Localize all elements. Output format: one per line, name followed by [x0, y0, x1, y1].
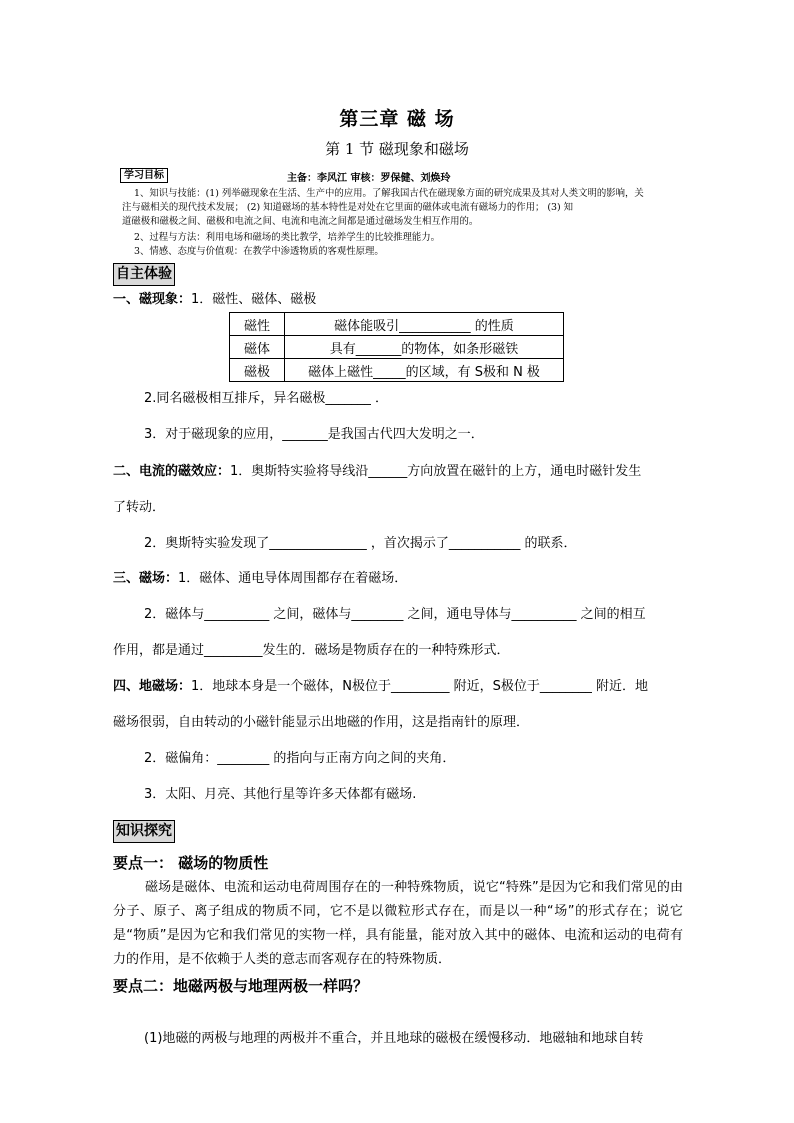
table-cell: 磁极: [230, 359, 285, 382]
s3-item-2a: 2．磁体与__________ 之间，磁体与________ 之间，通电导体与__________ 之间的相互: [144, 607, 646, 622]
section-2-title: 二、电流的磁效应：: [113, 464, 231, 479]
goal-line-1: 1、知识与技能：(1) 列举磁现象在生活、生产中的应用。了解我国古代在磁现象方面的研究成果及其对人类文明的影响，关: [134, 188, 644, 199]
goal-line-2: 注与磁相关的现代技术发展； (2) 知道磁场的基本特性是对处在它里面的磁体或电流有磁场力的作用； (3) 知: [122, 202, 573, 213]
key-point-2-title: 要点二：地磁两极与地理两极一样吗？: [113, 977, 369, 995]
s1-item-2: 2.同名磁极相互排斥，异名磁极_______ ．: [144, 391, 389, 406]
table-cell: 磁体上磁性_____的区域，有 S极和 N 极: [285, 359, 564, 382]
goal-line-5: 3、情感、态度与价值观：在教学中渗透物质的客观性原理。: [134, 246, 384, 257]
section-3-line: [113, 570, 407, 588]
section-1-line: [113, 291, 316, 309]
key-point-2-text: (1)地磁的两极与地理的两极并不重合，并且地球的磁极在缓慢移动．地磁轴和地球自转: [144, 1031, 644, 1046]
magnetism-table: [229, 312, 564, 382]
s4-item-2: 2．磁偏角：________ 的指向与正南方向之间的夹角．: [144, 751, 456, 766]
section-title: 第 1 节 磁现象和磁场: [325, 140, 469, 158]
section-4-line: [113, 678, 648, 696]
s2-item-2: 2．奥斯特实验发现了_______________ ，首次揭示了___________ 的联系．: [144, 536, 577, 551]
s4-item-1b: 磁场很弱，自由转动的小磁针能显示出地磁的作用，这是指南针的原理．: [113, 715, 530, 730]
table-row: [230, 359, 564, 382]
s2-item-1a: 1．奥斯特实验将导线沿______方向放置在磁针的上方，通电时磁针发生: [230, 464, 642, 479]
s3-item-2b: 作用，都是通过_________发生的．磁场是物质存在的一种特殊形式．: [113, 643, 510, 658]
goal-line-3: 道磁极和磁极之间、磁极和电流之间、电流和电流之间都是通过磁场发生相互作用的。: [122, 216, 479, 227]
key-point-1-text: 磁场是磁体、电流和运动电荷周围存在的一种特殊物质，说它“特殊”是因为它和我们常见的由分子、原子、离子组成的物质不同，它不是以微粒形式存在，而是以一种“场”的形式存在；说它是“物质”是因为它和我们常见的实物一样，具有能量，能对放入其中的磁体、电流和运动的电荷有力的作用，是不依赖于人类的意志而客观存在的特殊物质．: [113, 880, 683, 967]
s2-item-1b: 了转动．: [113, 500, 166, 515]
s1-item-3: 3．对于磁现象的应用，_______是我国古代四大发明之一．: [144, 427, 484, 442]
table-cell: 具有_______的物体，如条形磁铁: [285, 336, 564, 359]
authors-line: 主备：李风江 审核：罗保健、刘焕玲: [287, 173, 451, 184]
key-point-1-title: 要点一： 磁场的物质性: [113, 854, 269, 872]
section-1-title: 一、磁现象：: [113, 292, 192, 307]
table-row: [230, 336, 564, 359]
self-experience-header: 自主体验: [113, 263, 175, 286]
s4-item-3: 3．太阳、月亮、其他行星等许多天体都有磁场.: [144, 787, 417, 802]
chapter-title: 第三章 磁 场: [339, 108, 455, 130]
table-row: [230, 313, 564, 336]
section-1-text: 1．磁性、磁体、磁极: [191, 292, 317, 307]
goal-line-4: 2、过程与方法：利用电场和磁场的类比教学，培养学生的比较推理能力。: [134, 232, 440, 243]
section-2-line: [113, 463, 641, 481]
learning-goals-tag: 学习目标: [120, 168, 168, 183]
table-cell: 磁体能吸引___________ 的性质: [285, 313, 564, 336]
table-cell: 磁性: [230, 313, 285, 336]
section-4-title: 四、地磁场：: [113, 679, 192, 694]
s4-item-1a: 1．地球本身是一个磁体，N极位于_________ 附近，S极位于________ 附近．地: [191, 679, 649, 694]
s3-item-1: 1．磁体、通电导体周围都存在着磁场．: [178, 571, 408, 586]
knowledge-explore-header: 知识探究: [113, 820, 175, 843]
table-cell: 磁体: [230, 336, 285, 359]
section-3-title: 三、磁场：: [113, 571, 179, 586]
